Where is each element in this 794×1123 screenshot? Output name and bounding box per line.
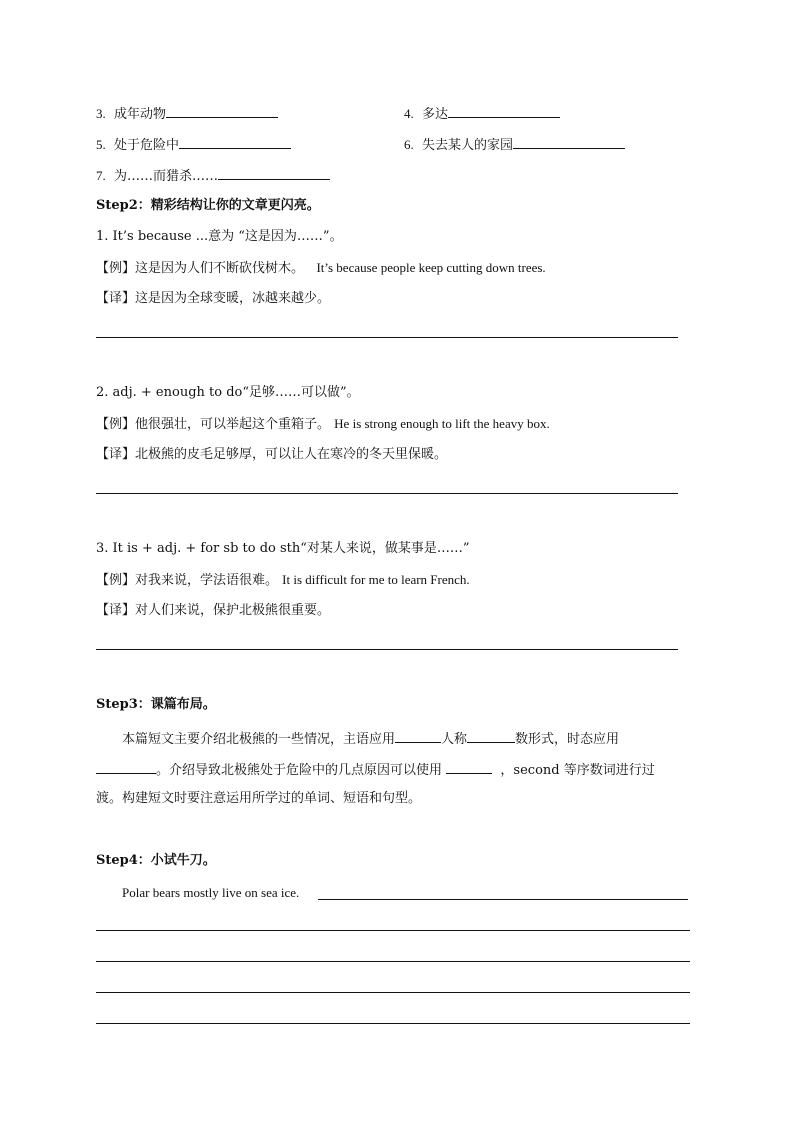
step3-line-2 bbox=[96, 760, 655, 779]
vocab-num: 4. bbox=[404, 106, 414, 121]
answer-blank[interactable] bbox=[218, 166, 330, 180]
pattern-2-translate bbox=[96, 447, 447, 463]
translate-label: 【译】 bbox=[96, 447, 136, 462]
answer-line[interactable] bbox=[96, 649, 678, 650]
translate-label: 【译】 bbox=[96, 603, 136, 618]
pattern-1-example bbox=[96, 260, 546, 277]
pattern-2-example bbox=[96, 416, 550, 433]
example-cn: 他很强壮，可以举起这个重箱子。 bbox=[135, 417, 331, 432]
vocab-num: 6. bbox=[404, 137, 414, 152]
step3-line-1 bbox=[122, 729, 619, 748]
answer-line[interactable] bbox=[96, 493, 678, 494]
vocab-item-3 bbox=[96, 104, 278, 123]
step3-text: 人称 bbox=[441, 732, 468, 747]
pattern-2-heading: 2. adj. + enough to do“足够……可以做”。 bbox=[96, 385, 360, 400]
writing-line[interactable] bbox=[96, 1023, 690, 1024]
example-en: He is strong enough to lift the heavy box. bbox=[334, 416, 550, 431]
translate-cn: 这是因为全球变暖，冰越来越少。 bbox=[135, 291, 331, 306]
vocab-text: 处于危险中 bbox=[114, 138, 180, 153]
answer-blank[interactable] bbox=[448, 104, 560, 118]
pattern-3-translate bbox=[96, 603, 330, 619]
answer-blank[interactable] bbox=[96, 760, 156, 774]
vocab-item-5 bbox=[96, 135, 291, 154]
answer-line[interactable] bbox=[96, 337, 678, 338]
example-en: It is difficult for me to learn French. bbox=[282, 572, 470, 587]
vocab-text: 为……而猎杀…… bbox=[114, 169, 219, 184]
writing-line[interactable] bbox=[318, 899, 688, 900]
answer-blank[interactable] bbox=[166, 104, 278, 118]
example-label: 【例】 bbox=[96, 261, 136, 276]
example-en: It’s because people keep cutting down trees. bbox=[316, 260, 546, 275]
vocab-text: 多达 bbox=[422, 107, 449, 122]
vocab-item-4 bbox=[404, 104, 560, 123]
step4-title: Step4：小试牛刀。 bbox=[96, 853, 216, 868]
step2-title: Step2：精彩结构让你的文章更闪亮。 bbox=[96, 198, 320, 213]
pattern-3-example bbox=[96, 572, 470, 589]
vocab-item-6 bbox=[404, 135, 625, 154]
answer-blank[interactable] bbox=[179, 135, 291, 149]
step3-line-3: 渡。构建短文时要注意运用所学过的单词、短语和句型。 bbox=[96, 791, 422, 806]
pattern-1-heading: 1. It’s because ...意为 “这是因为……”。 bbox=[96, 229, 343, 244]
pattern-3-heading: 3. It is + adj. + for sb to do sth“对某人来说，做某事是……” bbox=[96, 541, 470, 556]
example-label: 【例】 bbox=[96, 417, 136, 432]
answer-blank[interactable] bbox=[446, 760, 492, 774]
answer-blank[interactable] bbox=[513, 135, 625, 149]
vocab-num: 7. bbox=[96, 168, 106, 183]
writing-line[interactable] bbox=[96, 992, 690, 993]
vocab-item-7 bbox=[96, 166, 330, 185]
translate-label: 【译】 bbox=[96, 291, 136, 306]
translate-cn: 对人们来说，保护北极熊很重要。 bbox=[135, 603, 331, 618]
answer-blank[interactable] bbox=[395, 729, 441, 743]
example-cn: 对我来说，学法语很难。 bbox=[135, 573, 279, 588]
vocab-text: 失去某人的家园 bbox=[422, 138, 514, 153]
step3-text: 本篇短文主要介绍北极熊的一些情况，主语应用 bbox=[122, 732, 396, 747]
step3-title: Step3：课篇布局。 bbox=[96, 697, 216, 712]
step3-text: 。介绍导致北极熊处于危险中的几点原因可以使用 bbox=[156, 763, 443, 778]
example-label: 【例】 bbox=[96, 573, 136, 588]
step3-text: 数形式，时态应用 bbox=[515, 732, 620, 747]
step3-text: ，second 等序数词进行过 bbox=[500, 763, 655, 778]
step4-start-sentence: Polar bears mostly live on sea ice. bbox=[122, 885, 300, 900]
vocab-text: 成年动物 bbox=[114, 107, 167, 122]
pattern-1-translate bbox=[96, 291, 330, 307]
vocab-num: 5. bbox=[96, 137, 106, 152]
answer-blank[interactable] bbox=[467, 729, 515, 743]
writing-line[interactable] bbox=[96, 961, 690, 962]
example-cn: 这是因为人们不断砍伐树木。 bbox=[135, 261, 305, 276]
translate-cn: 北极熊的皮毛足够厚，可以让人在寒冷的冬天里保暖。 bbox=[135, 447, 448, 462]
writing-line[interactable] bbox=[96, 930, 690, 931]
vocab-num: 3. bbox=[96, 106, 106, 121]
